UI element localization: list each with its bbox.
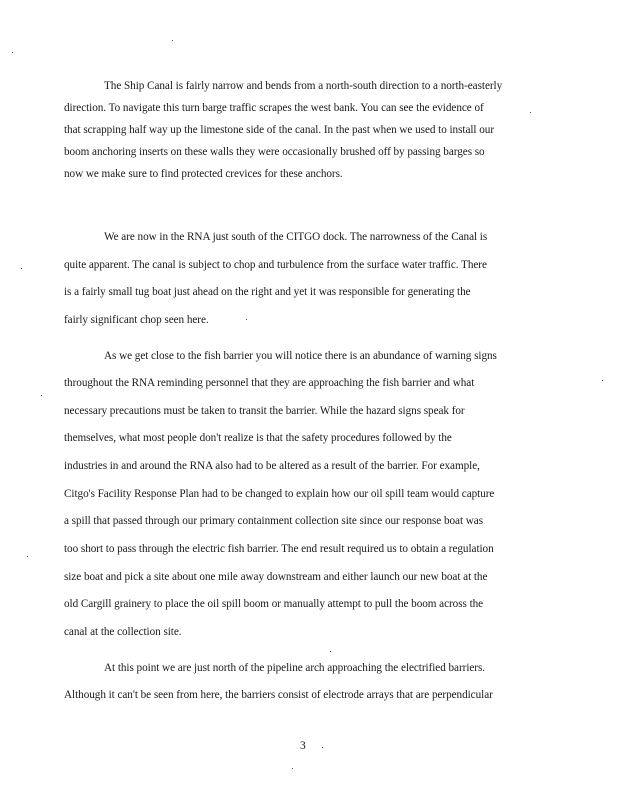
- scan-speck: [27, 556, 28, 557]
- scan-speck: [246, 319, 247, 320]
- scan-speck: [530, 112, 531, 113]
- paragraph-3-line-4: themselves, what most people don't realize is that the safety procedures followed by the: [64, 432, 452, 444]
- paragraph-3-line-11: canal at the collection site.: [64, 626, 182, 638]
- paragraph-1-line-5: now we make sure to find protected crevices for these anchors.: [64, 168, 343, 180]
- paragraph-1-line-1: The Ship Canal is fairly narrow and bends from a north-south direction to a north-easterly: [104, 80, 503, 92]
- paragraph-3-line-1: As we get close to the fish barrier you will notice there is an abundance of warning signs: [104, 350, 497, 362]
- paragraph-3-line-3: necessary precautions must be taken to transit the barrier. While the hazard signs speak for: [64, 405, 465, 417]
- paragraph-1-line-3: that scrapping half way up the limestone side of the canal. In the past when we used to install our: [64, 124, 495, 136]
- paragraph-1-line-2: direction. To navigate this turn barge traffic scrapes the west bank. You can see the evidence of: [64, 102, 484, 114]
- paragraph-2-line-4: fairly significant chop seen here.: [64, 314, 209, 326]
- scan-speck: [602, 380, 603, 381]
- scan-speck: [172, 40, 173, 41]
- paragraph-3-line-2: throughout the RNA reminding personnel that they are approaching the fish barrier and what: [64, 377, 475, 389]
- paragraph-2-line-3: is a fairly small tug boat just ahead on the right and yet it was responsible for generating the: [64, 286, 471, 298]
- paragraph-3-line-9: size boat and pick a site about one mile away downstream and either launch our new boat at the: [64, 571, 488, 583]
- paragraph-3-line-10: old Cargill grainery to place the oil spill boom or manually attempt to pull the boom across the: [64, 598, 484, 610]
- scan-speck: [12, 52, 13, 53]
- paragraph-3-line-6: Citgo's Facility Response Plan had to be changed to explain how our oil spill team would capture: [64, 488, 495, 500]
- scan-speck: [322, 747, 323, 748]
- paragraph-3-line-7: a spill that passed through our primary containment collection site since our response boat was: [64, 515, 484, 527]
- paragraph-2-line-2: quite apparent. The canal is subject to chop and turbulence from the surface water traffic. There: [64, 259, 487, 271]
- scan-speck: [292, 768, 293, 769]
- scan-speck: [41, 395, 42, 396]
- paragraph-3-line-5: industries in and around the RNA also had to be altered as a result of the barrier. For example,: [64, 460, 480, 472]
- scan-speck: [21, 268, 22, 269]
- paragraph-1-line-4: boom anchoring inserts on these walls they were occasionally brushed off by passing barges so: [64, 146, 485, 158]
- paragraph-2-line-1: We are now in the RNA just south of the CITGO dock. The narrowness of the Canal is: [104, 231, 488, 243]
- page-number: 3: [300, 740, 306, 752]
- paragraph-3-line-8: too short to pass through the electric fish barrier. The end result required us to obtain a regulation: [64, 543, 494, 555]
- paragraph-4-line-1: At this point we are just north of the pipeline arch approaching the electrified barriers.: [104, 662, 486, 674]
- paragraph-4-line-2: Although it can't be seen from here, the barriers consist of electrode arrays that are perpendicular: [64, 689, 493, 701]
- scan-speck: [330, 651, 331, 652]
